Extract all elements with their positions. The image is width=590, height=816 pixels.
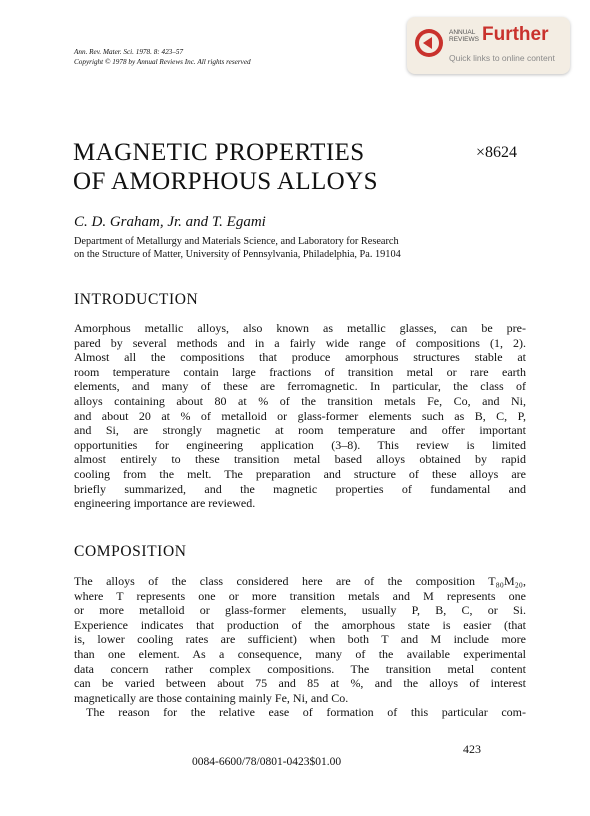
paragraph-line: where T represents one or more transition metals and M represents one (74, 588, 526, 603)
further-word: Further (482, 24, 549, 45)
paragraph-line: Amorphous metallic alloys, also known as metallic glasses, can be pre- (74, 321, 526, 335)
paragraph-line: alloys containing about 80 at % of the transition metals Fe, Co, and Ni, (74, 393, 526, 408)
composition-heading: COMPOSITION (74, 543, 187, 560)
paragraph-line: or more metalloid or glass-former elements, usually P, B, C, or Si. (74, 603, 526, 618)
further-subtitle: Quick links to online content (449, 53, 555, 63)
reviews-label: REVIEWS (449, 36, 479, 43)
annual-label: ANNUAL (449, 29, 476, 36)
paragraph-line: than one element. As a consequence, many of the available experimental (74, 646, 526, 661)
title-line-1: MAGNETIC PROPERTIES (73, 139, 365, 166)
paragraph-line: Almost all the compositions that produce amorphous structures stable at (74, 350, 526, 365)
paragraph-line: The reason for the relative ease of formation of this particular com- (86, 705, 526, 720)
composition-paragraph (74, 574, 526, 720)
introduction-heading: INTRODUCTION (74, 291, 199, 308)
introduction-paragraph (74, 321, 526, 511)
paragraph-line: briefly summarized, and the magnetic properties of fundamental and (74, 481, 526, 496)
paragraph-line: pared by several methods and in a fairly wide range of compositions (1, 2). (74, 335, 526, 350)
paragraph-line: room temperature contain large fractions of transition metal or rare earth (74, 364, 526, 379)
article-code: ×8624 (476, 144, 518, 161)
paragraph-line: data concern rather complex compositions. The transition metal content (74, 661, 526, 676)
paragraph-line: and Si, are strongly magnetic at room temperature and offer important (74, 423, 526, 438)
affiliation-line-2: on the Structure of Matter, University of Pennsylvania, Philadelphia, Pa. 19104 (74, 249, 401, 260)
authors: C. D. Graham, Jr. and T. Egami (74, 214, 266, 230)
paragraph-line: The alloys of the class considered here are of the composition T₈₀M₂₀, (74, 574, 526, 588)
paragraph-line: magnetically are those containing mainly Fe, Ni, and Co. (74, 690, 349, 705)
article-title (73, 138, 378, 196)
issn-line: 0084-6600/78/0801-0423$01.00 (192, 756, 342, 768)
paragraph-line: almost entirely to these transition metal based alloys obtained by rapid (74, 452, 526, 467)
play-back-icon (415, 29, 443, 57)
journal-citation (74, 47, 251, 67)
paragraph-line: is, lower cooling rates are sufficient) when both T and M include more (74, 632, 526, 647)
title-line-2: OF AMORPHOUS ALLOYS (73, 168, 378, 195)
page-number: 423 (463, 742, 481, 756)
journal-line: Ann. Rev. Mater. Sci. 1978. 8: 423–57 (74, 48, 184, 56)
paragraph-line: Experience indicates that production of the amorphous state is easier (that (74, 617, 526, 632)
affiliation (74, 235, 401, 261)
paragraph-line: and about 20 at % of metalloid or glass-former elements such as B, C, P, (74, 408, 526, 423)
paragraph-line: elements, and many of these are ferromagnetic. In particular, the class of (74, 379, 526, 394)
further-reviews-badge[interactable] (407, 17, 570, 74)
paragraph-line: engineering importance are reviewed. (74, 496, 256, 511)
paragraph-line: cooling from the melt. The preparation and structure of these alloys are (74, 466, 526, 481)
copyright-line: Copyright © 1978 by Annual Reviews Inc. All rights reserved (74, 58, 251, 66)
affiliation-line-1: Department of Metallurgy and Materials Science, and Laboratory for Research (74, 236, 399, 247)
paragraph-line: can be varied between about 75 and 85 at %, and the alloys of interest (74, 676, 526, 691)
annual-reviews-label (449, 29, 479, 43)
paragraph-line: opportunities for engineering application (3–8). This review is limited (74, 437, 526, 452)
